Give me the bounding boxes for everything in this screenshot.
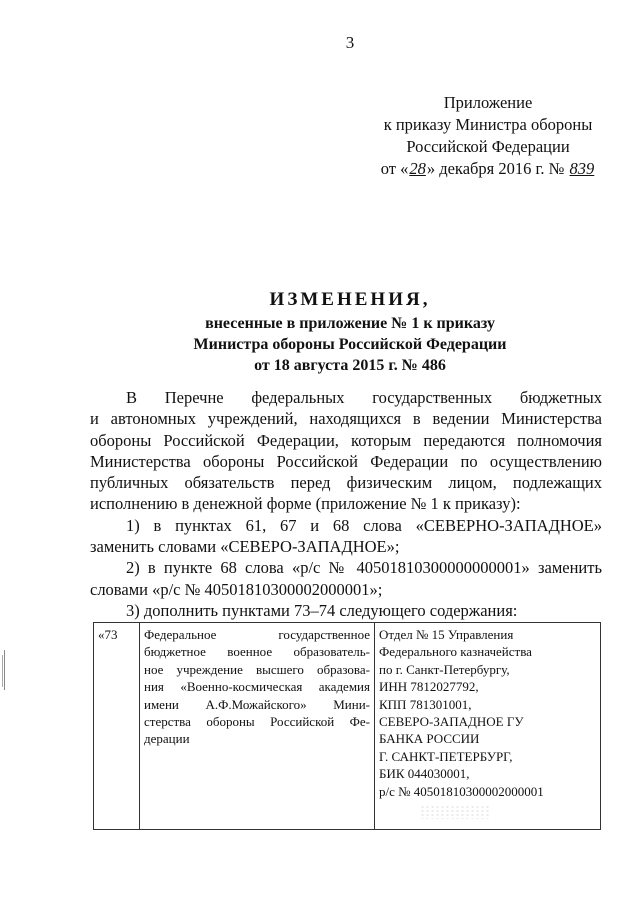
table-row bbox=[94, 623, 601, 830]
bank-line: р/с № 40501810300002000001 bbox=[379, 783, 544, 799]
intro-paragraph bbox=[90, 387, 602, 515]
additions-table bbox=[93, 622, 601, 830]
handwritten-order-number: 839 bbox=[569, 159, 595, 178]
item-1-line: заменить словами «СЕВЕРО-ЗАПАДНОЕ»; bbox=[90, 537, 400, 557]
item-3 bbox=[90, 600, 602, 621]
bank-line: БИК 044030001, bbox=[379, 766, 470, 782]
institution-line: стерства обороны Российской Фе- bbox=[144, 714, 370, 730]
scan-margin-mark bbox=[2, 655, 3, 687]
title-main: ИЗМЕНЕНИЯ, bbox=[269, 289, 431, 310]
item-2-line: 2) в пункте 68 слова «р/с № 40501810300000000001» заменить bbox=[126, 558, 602, 578]
intro-line: публичных обязательств перед физическим лицом, подлежащих bbox=[90, 473, 602, 493]
item-1-line: 1) в пунктах 61, 67 и 68 слова «СЕВЕРНО-ЗАПАДНОЕ» bbox=[126, 515, 602, 535]
appendix-country: Российской Федерации bbox=[406, 137, 570, 156]
intro-line: В Перечне федеральных государственных бюджетных bbox=[126, 388, 602, 407]
bank-line: Отдел № 15 Управления bbox=[379, 627, 514, 642]
item-2-line: словами «р/с № 40501810300002000001»; bbox=[90, 579, 383, 599]
bank-line: БАНКА РОССИИ bbox=[379, 731, 480, 747]
title-line-2: Министра обороны Российской Федерации bbox=[193, 336, 507, 353]
document-body bbox=[90, 387, 602, 621]
bank-line: СЕВЕРО-ЗАПАДНОЕ ГУ bbox=[379, 714, 524, 730]
document-title bbox=[60, 287, 640, 376]
appendix-label: Приложение bbox=[443, 93, 533, 112]
institution-line: имени А.Ф.Можайского» Мини- bbox=[144, 696, 370, 712]
bank-details-cell bbox=[375, 623, 601, 830]
institution-line: ния «Военно-космическая академия bbox=[144, 679, 370, 695]
item-1 bbox=[90, 515, 602, 558]
intro-line: Министерства обороны Российской Федерации по осуществлению bbox=[90, 451, 602, 471]
item-2 bbox=[90, 557, 602, 600]
institution-line: дерации bbox=[144, 731, 190, 747]
date-prefix: от « bbox=[380, 159, 409, 178]
bank-line: КПП 781301001, bbox=[379, 696, 472, 712]
title-line-1: внесенные в приложение № 1 к приказу bbox=[205, 315, 495, 332]
appendix-date-line bbox=[372, 158, 604, 180]
appendix-order-ref: к приказу Министра обороны bbox=[383, 115, 593, 134]
bank-line: Федерального казначейства bbox=[379, 644, 532, 660]
page-number: 3 bbox=[345, 33, 355, 52]
item-3-line: 3) дополнить пунктами 73–74 следующего содержания: bbox=[126, 600, 518, 620]
bank-line: по г. Санкт-Петербургу, bbox=[379, 661, 510, 677]
bank-line: ИНН 7812027792, bbox=[379, 679, 479, 695]
intro-line: и автономных учреждений, находящихся в ведении Министерства bbox=[90, 409, 602, 429]
handwritten-day: 28 bbox=[409, 159, 426, 178]
institution-name-cell bbox=[140, 623, 375, 830]
intro-line: обороны Российской Федерации, которым передаются полномочия bbox=[90, 430, 602, 450]
appendix-header bbox=[372, 92, 604, 180]
institution-line: бюджетное военное образователь- bbox=[144, 644, 370, 660]
institution-line: ное учреждение высшего образова- bbox=[144, 661, 370, 677]
intro-line: исполнению в денежной форме (приложение № 1 к приказу): bbox=[90, 494, 521, 514]
title-line-3: от 18 августа 2015 г. № 486 bbox=[254, 357, 446, 374]
scan-smudge bbox=[420, 805, 490, 819]
date-middle: » декабря 2016 г. № bbox=[426, 159, 565, 178]
institution-line: Федеральное государственное bbox=[144, 627, 370, 642]
row-number-cell: «73 bbox=[94, 623, 140, 830]
bank-line: Г. САНКТ-ПЕТЕРБУРГ, bbox=[379, 748, 513, 764]
scan-margin-mark bbox=[4, 650, 5, 690]
